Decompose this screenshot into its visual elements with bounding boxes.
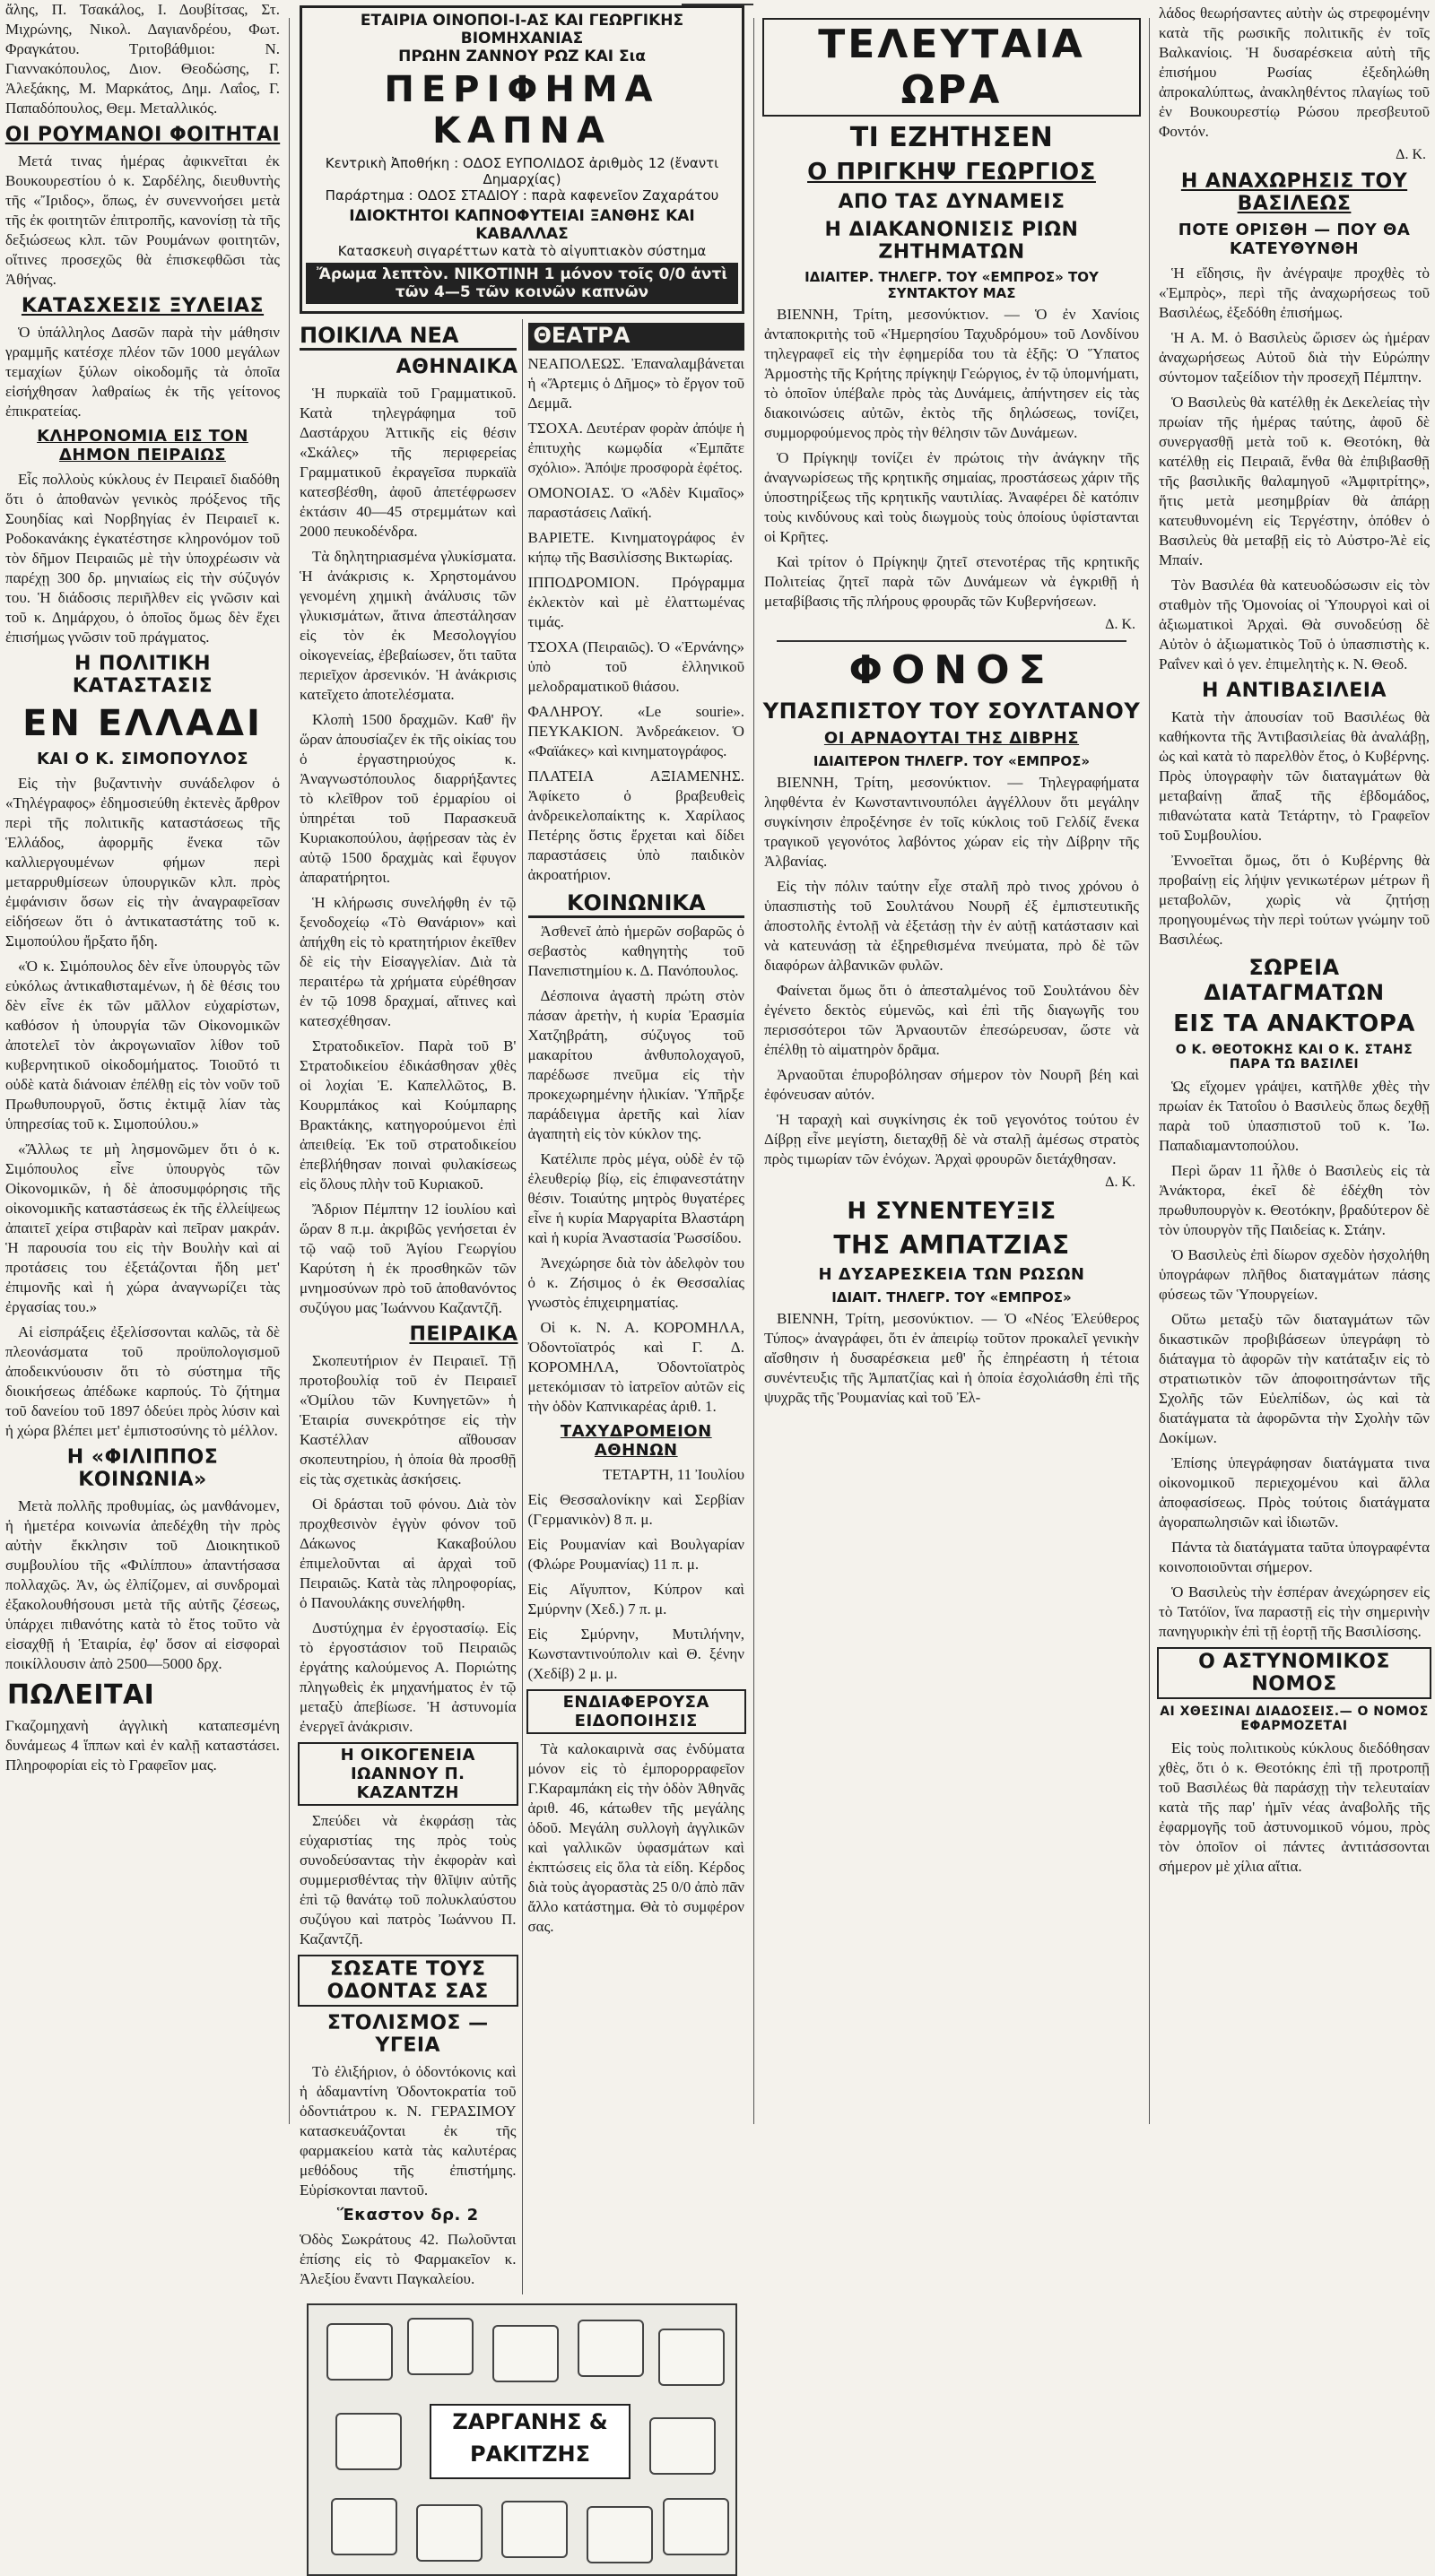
ad-title: ΠΕΡΙΦΗΜΑ ΚΑΠΝΑ — [384, 69, 660, 152]
column-2-left — [294, 319, 522, 2294]
hat-illustration — [416, 2504, 483, 2562]
hat-illustration — [331, 2498, 397, 2555]
article-decrees-p7: Ὁ Βασιλεὺς τὴν ἑσπέραν ἀνεχώρησεν εἰς τὸ Τατόϊον, ἵνα παραστῇ εἰς τὴν σημερινὴν πανηγυρικὴν ἐπὶ τῇ ἑορτῇ τῆς Βασιλίσσης. — [1159, 1583, 1430, 1640]
headline-club: Η «ΦΙΛΙΠΠΟΣ ΚΟΙΝΩΝΙΑ» — [66, 1446, 219, 1491]
headline-decrees-2: ΕΙΣ ΤΑ ΑΝΑΚΤΟΡΑ — [1173, 1010, 1415, 1037]
article-family-thanks: Σπεύδει νὰ ἐκφράσῃ τὰς εὐχαριστίας της πρὸς τοὺς συνοδεύσαντας τὴν ἐκφορὰν καὶ συμμερισθέντας τὴν θλῖψιν αὐτῆς ἐπὶ τῷ θανάτῳ τοῦ πολυκλαύστου συζύγου καὶ πατρὸς Ἰωάννου Π. Καζαντζῆ. — [300, 1812, 517, 1947]
column-1 — [0, 0, 285, 2142]
headline-decrees: ΣΩΡΕΙΑ ΔΙΑΤΑΓΜΑΤΩΝ — [1204, 955, 1385, 1005]
article-murderers: Οἱ δράσται τοῦ φόνου. Διὰ τὸν προχθεσινὸν ἐγγὺν φόνον τοῦ Δάκωνος Κακαβούλου ἐπιμελοῦνται αἱ ἀρχαὶ τοῦ Πειραιῶς. Κατὰ τὰς πληροφορίας, ὁ Πανουλάκης συνελήφθη. — [300, 1496, 517, 1611]
theatre-5: ΙΠΠΟΔΡΟΜΙΟΝ. Πρόγραμμα ἐκλεκτὸν καὶ μὲ ἐλαττωμένας τιμάς. — [527, 574, 744, 630]
ad-line-1: Κεντρικὴ Ἀποθήκη : ΟΔΟΣ ΕΥΠΟΛΙΔΟΣ ἀριθμὸς 12 (ἔναντι Δημαρχίας) — [325, 155, 719, 187]
post-4: Εἰς Αἴγυπτον, Κύπρον καὶ Σμύρνην (Χεδ.) 7 π. μ. — [527, 1581, 744, 1618]
headline-piraeus-news: ΠΕΙΡΑΙΚΑ — [409, 1323, 518, 1346]
article-last-p1: ΒΙΕΝΝΗ, Τρίτη, μεσονύκτιον. — Ὁ ἐν Χανίοις ἀνταποκριτὴς τοῦ «Ἡμερησίου Ταχυδρόμου» τοῦ Λονδίνου τηλεγραφεῖ εἰς τὴν ἐφημερίδα του τὰ ἑξῆς: Ὁ Ὕπατος Ἁρμοστὴς τῆς Κρήτης πρίγκηψ Γεώργιος, ἐν τῷ ὑπομνήματι, τὸ ὁποῖον ὑπέβαλε πρὸς τὰς Δυνάμεις, ἀπήντησεν εἰς τὰς διακοινώσεις αὐτῶν, ἐκτὸς τῆς δηλώσεως, τονίζει, συμμορφούμενος πρὸς τὴν θέλησιν τῶν Δυνάμεων. — [764, 306, 1139, 441]
headline-police-law: Ο ΑΣΤΥΝΟΜΙΚΟΣ ΝΟΜΟΣ — [1157, 1647, 1431, 1699]
article-murder-p3: Φαίνεται ὅμως ὅτι ὁ ἀπεσταλμένος τοῦ Σουλτάνου δὲν ἐγένετο δεκτὸς εὐμενῶς, καὶ ἐπὶ τῆς διαγωγῆς του περισσότεροι τῶν Ἀρναουτῶν ἐπεσώρευσαν, ὥστε νὰ ἐπέλθῃ τὸ αἱματηρὸν δρᾶμα. — [764, 982, 1139, 1058]
article-decrees-p4: Οὕτω μεταξὺ τῶν διαταγμάτων τῶν δικαστικῶν προβιβάσεων ὑπεγράφη τὸ διάταγμα τὸ ἀφορῶν τὴν κατάταξιν εἰς τὸ στρατιωτικὸν τῶν ἀποφοιτησάντων τῆς Σχολῆς τῶν Εὐελπίδων, ὡς καὶ τὰ διατάγματα τὰ ἀφορῶντα τὴν Σχολὴν τῶν Δοκίμων. — [1159, 1311, 1430, 1446]
hat-illustration — [335, 2413, 402, 2470]
article-decrees-p2: Περὶ ὥραν 11 ἦλθε ὁ Βασιλεὺς εἰς τὰ Ἀνάκτορα, ἐκεῖ δὲ ἐδέχθη τὸν πρωθυπουργὸν κ. Θεοτόκην, βραδύτερον δὲ τὸν ὑπουργὸν τῆς Παιδείας κ. Στάην. — [1159, 1162, 1430, 1238]
teeth-price: Ἕκαστον δρ. 2 — [336, 2206, 479, 2225]
section-theatres: ΘΕΑΤΡΑ — [528, 323, 745, 351]
post-1: ΤΕΤΑΡΤΗ, 11 Ἰουλίου — [603, 1466, 744, 1483]
signature-1: Δ. Κ. — [1105, 617, 1135, 632]
headline-king-departure: Η ΑΝΑΧΩΡΗΣΙΣ ΤΟΥ ΒΑΣΙΛΕΩΣ — [1180, 170, 1408, 215]
dateline-3: ΙΔΙΑΙΤ. ΤΗΛΕΓΡ. ΤΟΥ «ΕΜΠΡΟΣ» — [831, 1289, 1072, 1305]
ad-nicotine-bar: Ἄρωμα λεπτὸν. ΝΙΚΟΤΙΝΗ 1 μόνον τοῖς 0/0 ἀντὶ τῶν 4—5 τῶν κοινῶν καπνῶν — [306, 263, 738, 304]
column-2 — [294, 0, 750, 2467]
article-regency-p2: Ἐννοεῖται ὅμως, ὅτι ὁ Κυβέρνης θὰ προβαίνῃ εἰς λήψιν γενικωτέρων μέτρων ἢ μεταβολῶν, χωρὶς νὰ ζητήσῃ προηγουμένως τὴν περὶ τούτων γνώμην τοῦ Βασιλέως. — [1159, 852, 1430, 948]
ad-company-line-1: ΕΤΑΙΡΙΑ ΟΙΝΟΠΟΙ-Ι-ΑΣ ΚΑΙ ΓΕΩΡΓΙΚΗΣ ΒΙΟΜΗΧΑΝΙΑΣ — [360, 12, 684, 48]
headline-forest: ΚΑΤΑΣΧΕΣΙΣ ΞΥΛΕΙΑΣ — [21, 295, 265, 317]
theatre-6: ΤΣΟΧΑ (Πειραιῶς). Ὁ «Ἐρνάνης» ὑπὸ τοῦ ἑλληνικοῦ μελοδραματικοῦ θιάσου. — [527, 638, 744, 695]
article-piraeus: Εἷς πολλοὺς κύκλους ἐν Πειραιεῖ διαδόθη ὅτι ὁ ἀποθανὼν γενικὸς πρόξενος τῆς Σουηδίας καὶ Νορβηγίας ἐν Πειραιεῖ κ. Ροδοκανάκης ἐγκατέστησε κληρονόμον τοῦ τὸν δῆμον Πειραιῶς μὲ τὴν ὑποχρέωσιν νὰ παρέχῃ 300 δρ. μηνιαίως εἰς τὴν σύζυγόν του. Ἡ διάδοσις περιῆλθεν εἰς γνῶσιν καὶ τοῦ κ. Δημάρχου, ὁ ὁποῖος ὅμως δὲν ἔχει ἐπισήμως γνῶσιν τοῦ πράγματος. — [5, 471, 280, 646]
post-3: Εἰς Ρουμανίαν καὶ Βουλγαρίαν (Φλώρε Ρουμανίας) 11 π. μ. — [527, 1536, 744, 1573]
column-rule — [1149, 18, 1150, 2124]
article-fire: Ἡ πυρκαϊὰ τοῦ Γραμματικοῦ. Κατὰ τηλεγράφημα τοῦ Δαστάρχου Ἀττικῆς εἰς θέσιν «Σκάλες» τῆς περιφερείας Γραμματικοῦ ἐκραγεῖσα πυρκαϊὰ κατεσβέσθη, ἀφοῦ ἀπετέφρωσεν ἐκτάσιν 40—45 στρεμμάτων καὶ 2000 πευκοδένδρα. — [300, 385, 517, 540]
social-1: Ἀσθενεῖ ἀπὸ ἡμερῶν σοβαρῶς ὁ σεβαστὸς καθηγητὴς τοῦ Πανεπιστημίου κ. Δ. Πανόπουλος. — [527, 923, 744, 979]
article-continued-top: λάδος θεωρήσαντες αὐτὴν ὡς στρεφομένην κατὰ τῆς ρωσικῆς πολιτικῆς ἐν τοῖς Βαλκανίοις. Ἡ δυσαρέσκεια αὐτὴ τῆς ἐπισήμου Ρωσίας ἐξεδηλώθη ἀπροκαλύπτως, ἀνακληθέντος πλαγίως τοῦ ἐν Βουκουρεστίῳ Ρώσου πρεσβευτοῦ Φοντόν. — [1159, 4, 1430, 140]
headline-clothes-ad: ΕΝΔΙΑΦΕΡΟΥΣΑ ΕΙΔΟΠΟΙΗΣΙΣ — [526, 1689, 747, 1734]
article-politics-p2: «Ὁ κ. Σιμόπουλος δὲν εἶνε ὑπουργὸς τῶν εὐκόλως ἀντικαθισταμένων, ἡ δὲ θέσις του δὲν εἶνε ἐκ τῶν μᾶλλον εὐχαρίστων, καθόσον ἡ ὑπουργία τῶν Οἰκονομικῶν ἀποτελεῖ τὸν ἀκρογωνιαῖον λίθον τοῦ κυβερνητικοῦ οἰκοδομήματος. Τοιοῦτό τι οὐδὲ κατὰ διάνοιαν ἐπέλθῃ εἰς τὸν νοῦν τοῦ Πρωθυπουργοῦ, ὅστις ἐκτιμᾷ λίαν τὰς ὑπηρεσίας τοῦ κ. Σιμοπούλου.» — [5, 958, 280, 1132]
ad-company-line-2: ΠΡΩΗΝ ΖΑΝΝΟΥ ΡΩΖ ΚΑΙ Σια — [398, 48, 646, 65]
article-murder-p4: Ἀρναοῦται ἐπυροβόλησαν σήμερον τὸν Νουρῆ βέη καὶ ἐφόνευσαν αὐτόν. — [764, 1066, 1139, 1103]
hat-illustration — [649, 2417, 716, 2475]
post-2: Εἰς Θεσσαλονίκην καὶ Σερβίαν (Γερμανικὸν) 8 π. μ. — [527, 1491, 744, 1528]
headline-for-sale: ΠΩΛΕΙΤΑΙ — [7, 1679, 155, 1711]
article-for-sale: Γκαζομηχανὴ ἀγγλικὴ καταπεσμένη δυνάμεως 4 ἵππων καὶ ἐν καλῇ καταστάσει. Πληροφορίαι εἰς τὸ Γραφεῖον μας. — [5, 1717, 280, 1774]
article-last-p3: Καὶ τρίτον ὁ Πρίγκηψ ζητεῖ στενοτέρας τῆς κρητικῆς Πολιτείας ζητεῖ παρὰ τῶν Δυνάμεων νὰ ἐγκριθῇ ἡ μεταβίβασις τῆς πλήρους φρουρᾶς τῶν Κυβερνήσεων. — [764, 553, 1139, 610]
column-2-split — [294, 319, 750, 2294]
article-lottery: Ἡ κλήρωσις συνελήφθη ἐν τῷ ξενοδοχείῳ «Τὸ Θανάριον» καὶ ἀπήχθη εἰς τὸ κρατητήριον ἐκεῖθεν δὲ εἰς τὴν Εἰσαγγελίαν. Διὰ τὰ περαιτέρω τὰ χρήματα εὑρέθησαν ἐν τῷ 1098 δραχμαί, αἵτινες καὶ κατεσχέθησαν. — [300, 894, 517, 1029]
headline-king-sub: ΠΟΤΕ ΟΡΙΣΘΗ — ΠΟΥ ΘΑ ΚΑΤΕΥΘΥΝΘΗ — [1178, 221, 1411, 258]
intro-text: ἄλης, Π. Τσακάλος, Ι. Δουβίτσας, Στ. Μιχρώνης, Νικολ. Δαγιανδρέου, Φωτ. Φραγκάτου. Τριτοβάθμιοι: Ν. Γιαννακόπουλος, Διον. Θεοδώσης, Γ. Ἀλεξάκης, Μ. Μαρκάτος, Δημ. Λαΐος, Γ. Παπαδόπουλος, Θεμ. Μεταλλικός. — [5, 1, 280, 117]
hat-illustration — [663, 2498, 729, 2555]
hat-illustration — [492, 2325, 559, 2382]
theatre-4: ΒΑΡΙΕΤΕ. Κινηματογράφος ἐν κήπῳ τῆς Βασιλίσσης Βικτωρίας. — [527, 529, 744, 566]
article-students: Μετά τινας ἡμέρας ἀφικνεῖται ἐκ Βουκουρεστίου ὁ κ. Σαρδέλης, διευθυντὴς τῆς «Ἴριδος», ὅπως, ἐν συνεννοήσει μετὰ τῆς ἐκ φοιτητῶν ἐπιτροπῆς, κανονίσῃ τὰ τῆς δεξιώσεως κλπ. τῶν Ρουμάνων φοιτητῶν, οἵτινες προσεχῶς θὰ ἐπισκεφθῶσι τὰς Ἀθήνας. — [5, 152, 280, 288]
social-4: Ἀνεχώρησε διὰ τὸν ἀδελφὸν του ὁ κ. Ζήσιμος ὁ ἐκ Θεσσαλίας γνωστὸς ἐπιχειρηματίας. — [527, 1254, 744, 1311]
headline-students: ΟΙ ΡΟΥΜΑΝΟΙ ΦΟΙΤΗΤΑΙ — [4, 124, 281, 146]
article-regency-p1: Κατὰ τὴν ἀπουσίαν τοῦ Βασιλέως θὰ καθήκοντα τῆς Ἀντιβασιλείας θὰ ἀναλάβῃ, ὡς καὶ κατὰ τὸ παρελθὸν ἔτος, ὁ Κυβέρνης. Πρὸς ὑπογραφὴν τῶν διαταγμάτων θὰ μεταβαίνῃ ἅπαξ τῆς ἑβδομάδος, πιθανώτατα κατὰ Τετάρτην, τὸ Γραφεῖον τοῦ Συμβουλίου. — [1159, 708, 1430, 844]
article-forest: Ὁ ὑπάλληλος Δασῶν παρὰ τὴν μάθησιν γραμμῆς κατέσχε πλέον τῶν 1000 μεγάλων τεμαχίων ξύλων οἰκοδομῆς τὰ ὁποῖα εἰσήχθησαν λαθραίως ἐκ τῆς γείτονος ἐπικρατείας. — [5, 324, 280, 420]
post-5: Εἰς Σμύρνην, Μυτιλήνην, Κωνσταντινούπολιν καὶ Θ. ξένην (Χεδίβ) 2 μ. μ. — [527, 1626, 744, 1682]
article-murder-p5: Ἡ ταραχὴ καὶ συγκίνησις ἐκ τοῦ γεγονότος τούτου ἐν Δίβρῃ εἶνε μεγίστη, διεταχθῇ δὲ νὰ σταλῇ ἀμέσως στρατὸς πρὸς τιμωρίαν τῶν ἐνόχων. Ἀρχαὶ φρουρῶν διετάχθησαν. — [764, 1111, 1139, 1167]
hat-illustration — [578, 2320, 644, 2377]
section-social: ΚΟΙΝΩΝΙΚΑ — [528, 890, 745, 918]
hat-illustration — [587, 2506, 653, 2563]
column-rule — [753, 18, 754, 2124]
hat-illustration — [407, 2318, 474, 2375]
article-decrees-p5: Ἐπίσης ὑπεγράφησαν διατάγματα τινα οἰκονομικοῦ περιεχομένου καὶ ἄλλα ἀποφασίσεως. Πρὸς τούτοις διατάγματα ἀγοραπωλησιῶν καὶ ἰδιωτῶν. — [1159, 1454, 1430, 1531]
article-army-court: Στρατοδικεῖον. Παρὰ τοῦ Β' Στρατοδικείου ἐδικάσθησαν χθὲς οἱ λοχίαι Ἐ. Καπελλῶτος, Β. Κουρμπάκος καὶ Κούμπαρης Βρακτάκης, κατηγορούμενοι ἐπὶ ἀπειθείᾳ. Ἐκ τοῦ στρατοδικείου ἐπεβλήθησαν ποιναὶ φυλακίσεως εἰς ὅλους πλὴν τοῦ Κυριακοῦ. — [300, 1037, 517, 1193]
headline-politics-3: ΚΑΙ Ο Κ. ΣΙΜΟΠΟΥΛΟΣ — [36, 750, 249, 768]
article-politics-p3: «Ἄλλως τε μὴ λησμονῶμεν ὅτι ὁ κ. Σιμόπουλος εἶνε ὑπουργὸς τῶν Οἰκονομικῶν, ἡ δὲ ἀποσυμφόρησις τῆς οἰκονομικῆς καταστάσεως ἐκ τῆς ἐλλείψεως ἀπαιτεῖ χείρα στιβαρὰν καὶ πεῖραν μακράν. Ἡ παρουσία του εἰς τὴν Βουλὴν καὶ αἱ προτάσεις του ἐξετάζονται ἤδη μετ' ἐπιμονῆς καὶ ἡ χώρα ἀναγνωρίζει τὰς ἐργασίας του.» — [5, 1141, 280, 1315]
hat-illustration — [501, 2501, 568, 2558]
headline-athens: ΑΘΗΝΑΙΚΑ — [396, 356, 518, 378]
headline-meeting-3: Η ΔΥΣΑΡΕΣΚΕΙΑ ΤΩΝ ΡΩΣΩΝ — [818, 1265, 1085, 1284]
headline-meeting-1: Η ΣΥΝΕΝΤΕΥΞΙΣ — [847, 1198, 1057, 1225]
ad-owners: ΙΔΙΟΚΤΗΤΟΙ ΚΑΠΝΟΦΥΤΕΙΑΙ ΞΑΝΘΗΣ ΚΑΙ ΚΑΒΑΛΛΑΣ — [349, 207, 695, 243]
ad-line-2: Παράρτημα : ΟΔΟΣ ΣΤΑΔΙΟΥ : παρὰ καφενεῖον Ζαχαράτου — [325, 187, 719, 204]
headline-politics-1: Η ΠΟΛΙΤΙΚΗ ΚΑΤΑΣΤΑΣΙΣ — [72, 653, 213, 698]
article-teeth-ad: Τὸ ἐλιξήριον, ὁ ὀδοντόκονις καὶ ἡ ἀδαμαντίνη Ὀδοντοκρατία τοῦ ὀδοντιάτρου κ. Ν. ΓΕΡΑΣΙΜΟΥ κατασκευάζονται ἐκ τῆς φαρμακείου κατὰ τὰς καλυτέρας μεθόδους τῆς ἐπιστήμης. Εὑρίσκονται παντοῦ. — [300, 2063, 517, 2199]
headline-regency: Η ΑΝΤΙΒΑΣΙΛΕΙΑ — [1202, 680, 1387, 702]
headline-family-thanks: Η ΟΙΚΟΓΕΝΕΙΑ ΙΩΑΝΝΟΥ Π. ΚΑΖΑΝΤΖΗ — [298, 1742, 518, 1806]
column-rule — [289, 18, 290, 2124]
theatre-7: ΦΑΛΗΡΟΥ. «Le sourie». ΠΕΥΚΑΚΙΟΝ. Ἀνδρεάκειον. Ὁ «Φαϊάκες» καὶ κινηματογράφος. — [527, 703, 744, 759]
hat-illustration — [326, 2323, 393, 2381]
headline-meeting-2: ΤΗΣ ΑΜΠΑΤΖΙΑΣ — [833, 1230, 1070, 1260]
article-factory-accident: Δυστύχημα ἐν ἐργοστασίῳ. Εἰς τὸ ἐργοστάσιον τοῦ Πειραιῶς ἐργάτης καλούμενος Α. Ποριώτης πληγωθεὶς ἐκ μηχανήματος ἐν τῷ μεταξὺ ἀπεβίωσε. Ἡ ἀστυνομία ἐνεργεῖ ἀνάκρισιν. — [300, 1619, 517, 1735]
section-misc-news: ΠΟΙΚΙΛΑ ΝΕΑ — [300, 323, 517, 351]
article-king-p4: Τὸν Βασιλέα θὰ κατευοδώσωσιν εἰς τὸν σταθμὸν τῆς Ὁμονοίας οἱ Ὑπουργοὶ καὶ οἱ ἀξιωματικοὶ Ἀρχαὶ. Θὰ συνοδεύσῃ δὲ Αὐτὸν ὁ ἀξιωματικὸς Τοῦ ὁ ὑπασπιστὴς κ. Ραΐνεν καὶ ὁ γεν. ἐπιμελητὴς κ. Ν. Θεοδ. — [1159, 577, 1430, 672]
dateline-1: ΙΔΙΑΙΤΕΡ. ΤΗΛΕΓΡ. ΤΟΥ «ΕΜΠΡΟΣ» ΤΟΥ ΣΥΝΤΑΚΤΟΥ ΜΑΣ — [804, 269, 1099, 301]
headline-murder-2: ΥΠΑΣΠΙΣΤΟΥ ΤΟΥ ΣΟΥΛΤΑΝΟΥ — [762, 698, 1141, 724]
tobacco-advertisement — [300, 5, 744, 314]
hat-shop-label: ΖΑΡΓΑΝΗΣ & ΡΑΚΙΤΖΗΣ — [430, 2404, 631, 2479]
social-5: Οἱ κ. Ν. Α. ΚΟΡΟΜΗΛΑ, Ὀδοντοϊατρός καὶ Γ. Δ. ΚΟΡΟΜΗΛΑ, Ὀδοντοϊατρὸς μετεκόμισαν τὸ ἰατρεῖον αὐτῶν εἰς τὴν ὁδὸν Καπνικαρέας ἀριθ. 1. — [527, 1319, 744, 1415]
article-decrees-p6: Πάντα τὰ διατάγματα ταῦτα ὑπογραφέντα κοινοποιοῦνται σήμερον. — [1159, 1539, 1430, 1575]
article-club: Μετὰ πολλῆς προθυμίας, ὡς μανθάνομεν, ἡ ἡμετέρα κοινωνία ἀπεδέχθη τὴν πρὸς αὐτὴν ἔκκλησιν τοῦ Διοικητικοῦ συμβουλίου τῆς «Φιλίππου» ἀπαντήσασα πολλαχῶς. Ἀν, ὡς ἐλπίζομεν, αἱ συνδρομαὶ ἐξακολουθήσουσι μετὰ τῆς αὐτῆς ζέσεως, ὑπάρχει πιθανότης κατὰ τὸ ἔτος τοῦτο νὰ εἰσαχθῇ ἡ Ἑταιρία, ἐφ' ὅσον αἱ εἰσφοραὶ ποικίλλουσιν ἀπὸ 2500—5000 δρχ. — [5, 1497, 280, 1672]
article-king-p1: Ἡ εἴδησις, ἣν ἀνέγραψε προχθὲς τὸ «Ἐμπρὸς», περὶ τῆς ἀναχωρήσεως τοῦ Βασιλέως, ἐξεδόθη ἐπισήμως. — [1159, 265, 1430, 321]
article-murder-p2: Εἰς τὴν πόλιν ταύτην εἶχε σταλῆ πρὸ τινος χρόνου ὁ ὑπασπιστὴς τοῦ Σουλτάνου Νουρῆ ἐξ ἐμπιστευτικῆς ἀποστολῆς ἐντολῇ νὰ ἐξετάσῃ τὴν ἐν αὐτῇ κατάστασιν καὶ νὰ κατευνάσῃ τὰ ἐξηρεθισμένα πνεύματα, πρὸ δὲ τῶν διαφόρων ἀλβανικῶν φυλῶν. — [764, 878, 1139, 974]
article-meeting-p1: ΒΙΕΝΝΗ, Τρίτη, μεσονύκτιον. — Ὁ «Νέος Ἐλεύθερος Τύπος» ἀναγράφει, ὅτι ἐν ἀπειρίῳ τοῦτον προκαλεῖ γενικὴν αἴσθησιν ἡ δυσαρέσκεια μεθ' ἧς ἐπηρέαστη ἡ τέτοια συνέντευξις τῆς Ἀμπατζίας καὶ ἡ ὁποία ἐσχολιάσθη ἐπὶ τῆς ψυχρᾶς τῆς Ῥουμανίας καὶ τοῦ Ἐλ- — [764, 1310, 1139, 1406]
article-politics-p4: Αἱ εἰσπράξεις ἐξελίσσονται καλῶς, τὰ δὲ πλεονάσματα τοῦ προϋπολογισμοῦ ἀποδεικνύουσιν ὅτι τὸ σύστημα τῆς διοικήσεως ἀπέδωκε καρπούς. Τὸ ζήτημα τοῦ δανείου τοῦ 1897 ὁδεύει πρὸς λύσιν καὶ ἡ χώρα βλέπει μετ' ἐμπιστοσύνης τὸ μέλλον. — [5, 1323, 280, 1439]
headline-last-sub2: Ο ΠΡΙΓΚΗΨ ΓΕΩΡΓΙΟΣ — [807, 159, 1096, 186]
article-memorial: Ἄδριον Πέμπτην 12 ἰουλίου καὶ ὥραν 8 π.μ. ἀκριβῶς γενήσεται ἐν τῷ ναῷ τοῦ Ἀγίου Γεωργίου Καρύτση ἡ ἐκ προσθηκῶν τῶν μνημοσύνων πρὸ τοῦ ἀποθανόντος συζύγου μας Ἰωάννου Καζαντζῆ. — [300, 1201, 517, 1316]
theatre-1: ΝΕΑΠΟΛΕΩΣ. Ἐπαναλαμβάνεται ἡ «Ἄρτεμις ὁ Δῆμος» τὸ ἔργον τοῦ Δεμμᾶ. — [527, 355, 744, 412]
article-shooting-range: Σκοπευτήριον ἐν Πειραιεῖ. Τῇ προτοβουλίᾳ τοῦ ἐν Πειραιεῖ «Ὁμίλου τῶν Κυνηγετῶν» ἡ Ἑταιρία συνεκρότησε εἰς τὴν Καστέλλαν αἴθουσαν σκοπευτηρίου, ἡ ὁποία θὰ προσθῇ εἰς τὰς σχετικὰς ἀσκήσεις. — [300, 1352, 517, 1487]
headline-last-hour: ΤΕΛΕΥΤΑΙΑ ΩΡΑ — [762, 18, 1141, 117]
dateline-2: ΙΔΙΑΙΤΕΡΟΝ ΤΗΛΕΓΡ. ΤΟΥ «ΕΜΠΡΟΣ» — [813, 753, 1091, 769]
headline-murder-3: ΟΙ ΑΡΝΑΟΥΤΑΙ ΤΗΣ ΔΙΒΡΗΣ — [823, 729, 1080, 748]
headline-police-sub: ΑΙ ΧΘΕΣΙΝΑΙ ΔΙΑΔΟΣΕΙΣ.— Ο ΝΟΜΟΣ ΕΦΑΡΜΟΖΕΤΑΙ — [1160, 1704, 1429, 1733]
headline-piraeus: ΚΛΗΡΟΝΟΜΙΑ ΕΙΣ ΤΟΝ ΔΗΜΟΝ ΠΕΙΡΑΙΩΣ — [37, 427, 248, 464]
separator — [777, 640, 1126, 642]
signature-3: Δ. Κ. — [1396, 147, 1426, 162]
theatre-2: ΤΣΟΧΑ. Δευτέραν φορὰν ἀπόψε ἡ ἐπιτυχὴς κωμῳδία «Ἐμπᾶτε σχόλιο». Ἀπόψε προσφορὰ ἐφέτος. — [527, 420, 744, 476]
hat-advertisement — [307, 2303, 737, 2576]
teeth-address: Ὁδὸς Σωκράτους 42. Πωλοῦνται ἐπίσης εἰς τὸ Φαρμακεῖον κ. Ἀλεξίου ἔναντι Παγκαλείου. — [300, 2231, 517, 2287]
headline-teeth-ad: ΣΩΣΑΤΕ ΤΟΥΣ ΟΔΟΝΤΑΣ ΣΑΣ — [298, 1955, 518, 2007]
headline-last-sub4: Η ΔΙΑΚΑΝΟΝΙΣΙΣ ΡΙΩΝ ΖΗΤΗΜΑΤΩΝ — [824, 219, 1079, 264]
headline-last-sub1: ΤΙ ΕΖΗΤΗΣΕΝ — [849, 122, 1054, 153]
article-sweets: Τὰ δηλητηριασμένα γλυκίσματα. Ἡ ἀνάκρισις κ. Χρηστομάνου γενομένη χημικὴ ἀνάλυσις τῶν γλυκισμάτων, ἅτινα ἀπεστάλησαν εἰς τὸν ἐκ Μεσολογγίου οἰκογενείας, ἐβεβαίωσεν, ὅτι ταῦτα περιεῖχον ἀρσενικόν. Ἡ ἀνάκρισις κατεῖχετο ἀποτελέσματα. — [300, 548, 517, 703]
theatre-3: ΟΜΟΝΟΙΑΣ. Ὁ «Ἀδὲν Κιμαῖος» παραστάσεις Λαϊκή. — [527, 484, 744, 521]
headline-post-office: ΤΑΧΥΔΡΟΜΕΙΟΝ ΑΘΗΝΩΝ — [560, 1422, 712, 1460]
headline-teeth-sub: ΣΤΟΛΙΣΜΟΣ — ΥΓΕΙΑ — [326, 2012, 489, 2057]
signature-2: Δ. Κ. — [1105, 1175, 1135, 1190]
article-king-p2: Ἡ Α. Μ. ὁ Βασιλεὺς ὥρισεν ὡς ἡμέραν ἀναχωρήσεως Αὐτοῦ διὰ τὴν Εὐρώπην σύντομον ταξείδιον τὴν προσεχῆ Πέμπτην. — [1159, 329, 1430, 386]
headline-last-sub3: ΑΠΟ ΤΑΣ ΔΥΝΑΜΕΙΣ — [838, 191, 1065, 213]
theatre-8: ΠΛΑΤΕΙΑ ΑΞΙΑΜΕΝΗΣ. Ἀφίκετο ὁ βραβευθεὶς ἀνδρεικελοπαίκτης κ. Χαρίλαος Πετέρης ὅστις ἔρχεται καὶ δίδει παραστάσεις ὑπὸ παιδικὸν ἀκροατήριον. — [527, 768, 744, 883]
article-clothes-ad: Τὰ καλοκαιρινὰ σας ἐνδύματα μόνον εἰς τὸ ἐμπορορραφεῖον Γ.Καραμπάκη εἰς τὴν ὁδὸν Ἀθηνᾶς ἀριθ. 46, κάτωθεν τῆς μεγάλης ὁδοῦ. Μεγάλη συλλογὴ ἀγγλικῶν καὶ γαλλικῶν ὑφασμάτων καὶ ἐκπτώσεις εἰς ὅλα τὰ είδη. Κέρδος διὰ τοὺς ἀγοραστὰς 25 0/0 ἀπὸ πᾶν ἄλλο κατάστημα. Θὰ τὸ συμφέρον σας. — [527, 1740, 744, 1935]
article-politics-p1: Εἰς τὴν βυζαντινὴν συνάδελφον ὁ «Τηλέγραφος» ἐδημοσιεύθη ἐκτενὲς ἄρθρον περὶ τῆς πολιτικῆς καταστάσεως τῆς Ἑλλάδος, ἀφορμῆς ἕνεκα τῶν καλλιεργουμένων φήμων περὶ μεταρρυθμίσεων ὑπουργικῶν κλπ. πρὸς ἐμφάνισιν ὅσων εἰς τὴν ἀναγραφεῖσαν εἰδήσεων ὅτι ὁ ἀντικαταστάτης τοῦ κ. Σιμοπούλου ἤρξατο ἤδη. — [5, 775, 280, 950]
headline-murder: ΦΟΝΟΣ — [848, 647, 1055, 693]
article-police: Εἰς τοὺς πολιτικοὺς κύκλους διεδόθησαν χθὲς, ὅτι ὁ κ. Θεοτόκης ἐπὶ τῇ προτροπῇ τοῦ Βασιλέως θὰ παράσχῃ τὴν τελευταίαν κατὰ τῆς παρ' ἡμῖν νέας ἀναβολῆς τῆς ἐφαρμογῆς τοῦ ἀστυνομικοῦ νόμου, πρὸς τὸν ὁποῖον οἱ πάντες ἀντιτάσσονται σήμερον μὲ χίλια αἴτια. — [1159, 1739, 1430, 1875]
ad-line-3: Κατασκευὴ σιγαρέττων κατὰ τὸ αἰγυπτιακὸν σύστημα — [337, 243, 707, 259]
article-decrees-p1: Ὡς εἴχομεν γράψει, κατῆλθε χθὲς τὴν πρωίαν ἐκ Τατοΐου ὁ Βασιλεὺς ὅπως δεχθῇ παρὰ τοῦ ὑπασπιστοῦ τοῦ κ. Ἰω. Παπαδιαμαντοπούλου. — [1159, 1078, 1430, 1154]
article-last-p2: Ὁ Πρίγκηψ τονίζει ἐν πρώτοις τὴν ἀνάγκην τῆς ἀναγνωρίσεως τῆς κρητικῆς σημαίας, προστάσεως χάριν τῆς ὑποστηρίξεως τῆς κρητικῆς ναυτιλίας. Ἀναφέρει δὲ κατόπιν τοὺς κινδύνους καὶ τοὺς διωγμοὺς τοὺς ὁποίους ὑφίστανται οἱ Κρῆτες. — [764, 449, 1139, 545]
social-2: Δέσποινα ἀγαστὴ πρώτη στὸν πάσαν ἀρετὴν, ἡ κυρία Ἐρασμία Χατζηβράτη, σύζυγος τοῦ μακαρίτου ἀνθυπολοχαγοῦ, παρέδωσε πνεῦμα εἰς τὴν προκεχωρημένην ἡλικίαν. Ὑπῆρξε παράδειγμα ἀρετῆς καὶ λίαν ἀγαπητὴ εἰς τὸν κύκλον της. — [527, 987, 744, 1142]
column-2-right — [522, 319, 751, 2294]
article-king-p3: Ὁ Βασιλεὺς θὰ κατέλθῃ ἐκ Δεκελείας τὴν πρωίαν τῆς ἡμέρας ταύτης, ἀφοῦ δὲ συνεργασθῇ μετὰ τοῦ κ. Θεοτόκη, θὰ κατέλθῃ εἰς Πειραιᾶ, ἔνθα θὰ ἐπιβιβασθῇ τῆς βασιλικῆς θαλαμηγοῦ «Ἀμφιτρίτης», ἥτις μετὰ μεσημβρίαν θὰ ἀπάρῃ κατευθυνομένη εἰς Τεργέστην, ὁπόθεν ὁ Βασιλεὺς θὰ μεταβῇ εἰς τὸ Αὐστρο-Ἀὲ εἰς Μπαίν. — [1159, 394, 1430, 568]
headline-decrees-3: Ο Κ. ΘΕΟΤΟΚΗΣ ΚΑΙ Ο Κ. ΣΤΑΗΣ ΠΑΡΑ ΤΩ ΒΑΣΙΛΕΙ — [1175, 1043, 1413, 1071]
article-theft: Κλοπὴ 1500 δραχμῶν. Καθ' ἣν ὥραν ἀπουσίαζεν ἐκ τῆς οἰκίας του ὁ ἐργαστηριούχος κ. Ἀναγνωστόπουλος διαρρήξαντες τὸ κλεῖθρον τοῦ ἐρμαρίου οἱ ὑπηρέται τοῦ Παρασκευᾶ Κυριακοπούλου, ἀφῄρεσαν τὰς ἐν αὐτῷ 1500 δραχμὰς καὶ ἔφυγον ἀπαρατήρητοι. — [300, 711, 517, 886]
social-3: Κατέλιπε πρὸς μέγα, οὐδὲ ἐν τῷ ἐλευθερίῳ βίῳ, εἰς ἐπιφανεστάτην θέσιν. Τοιαύτης μητρὸς θυγατέρες εἶνε ἡ κυρία Μαργαρίτα Βλαστάρη καὶ ἡ κυρία Ἀναστασία Ῥωσσίδου. — [527, 1150, 744, 1246]
headline-politics-2: ΕΝ ΕΛΛΑΔΙ — [22, 703, 263, 744]
column-4 — [1153, 0, 1435, 2142]
hat-illustration — [658, 2329, 725, 2386]
column-3 — [759, 0, 1144, 2142]
article-decrees-p3: Ὁ Βασιλεὺς ἐπὶ δίωρον σχεδὸν ἠσχολήθη ὑπογράφων πλῆθος διαταγμάτων πάσης φύσεως τῶν Ὑπουργείων. — [1159, 1246, 1430, 1303]
article-murder-p1: ΒΙΕΝΝΗ, Τρίτη, μεσονύκτιον. — Τηλεγραφήματα ληφθέντα ἐν Κωνσταντινουπόλει ἀγγέλλουν ὅτι μεγάλην συγκίνησιν ἐπροξένησε ἐν τοῖς κύκλοις τοῦ Γελδίζ ἕνεκα τραγικοῦ γεγονότος λαβόντος χώραν εἰς τὴν Δίβρην τῆς Ἀλβανίας. — [764, 774, 1139, 870]
